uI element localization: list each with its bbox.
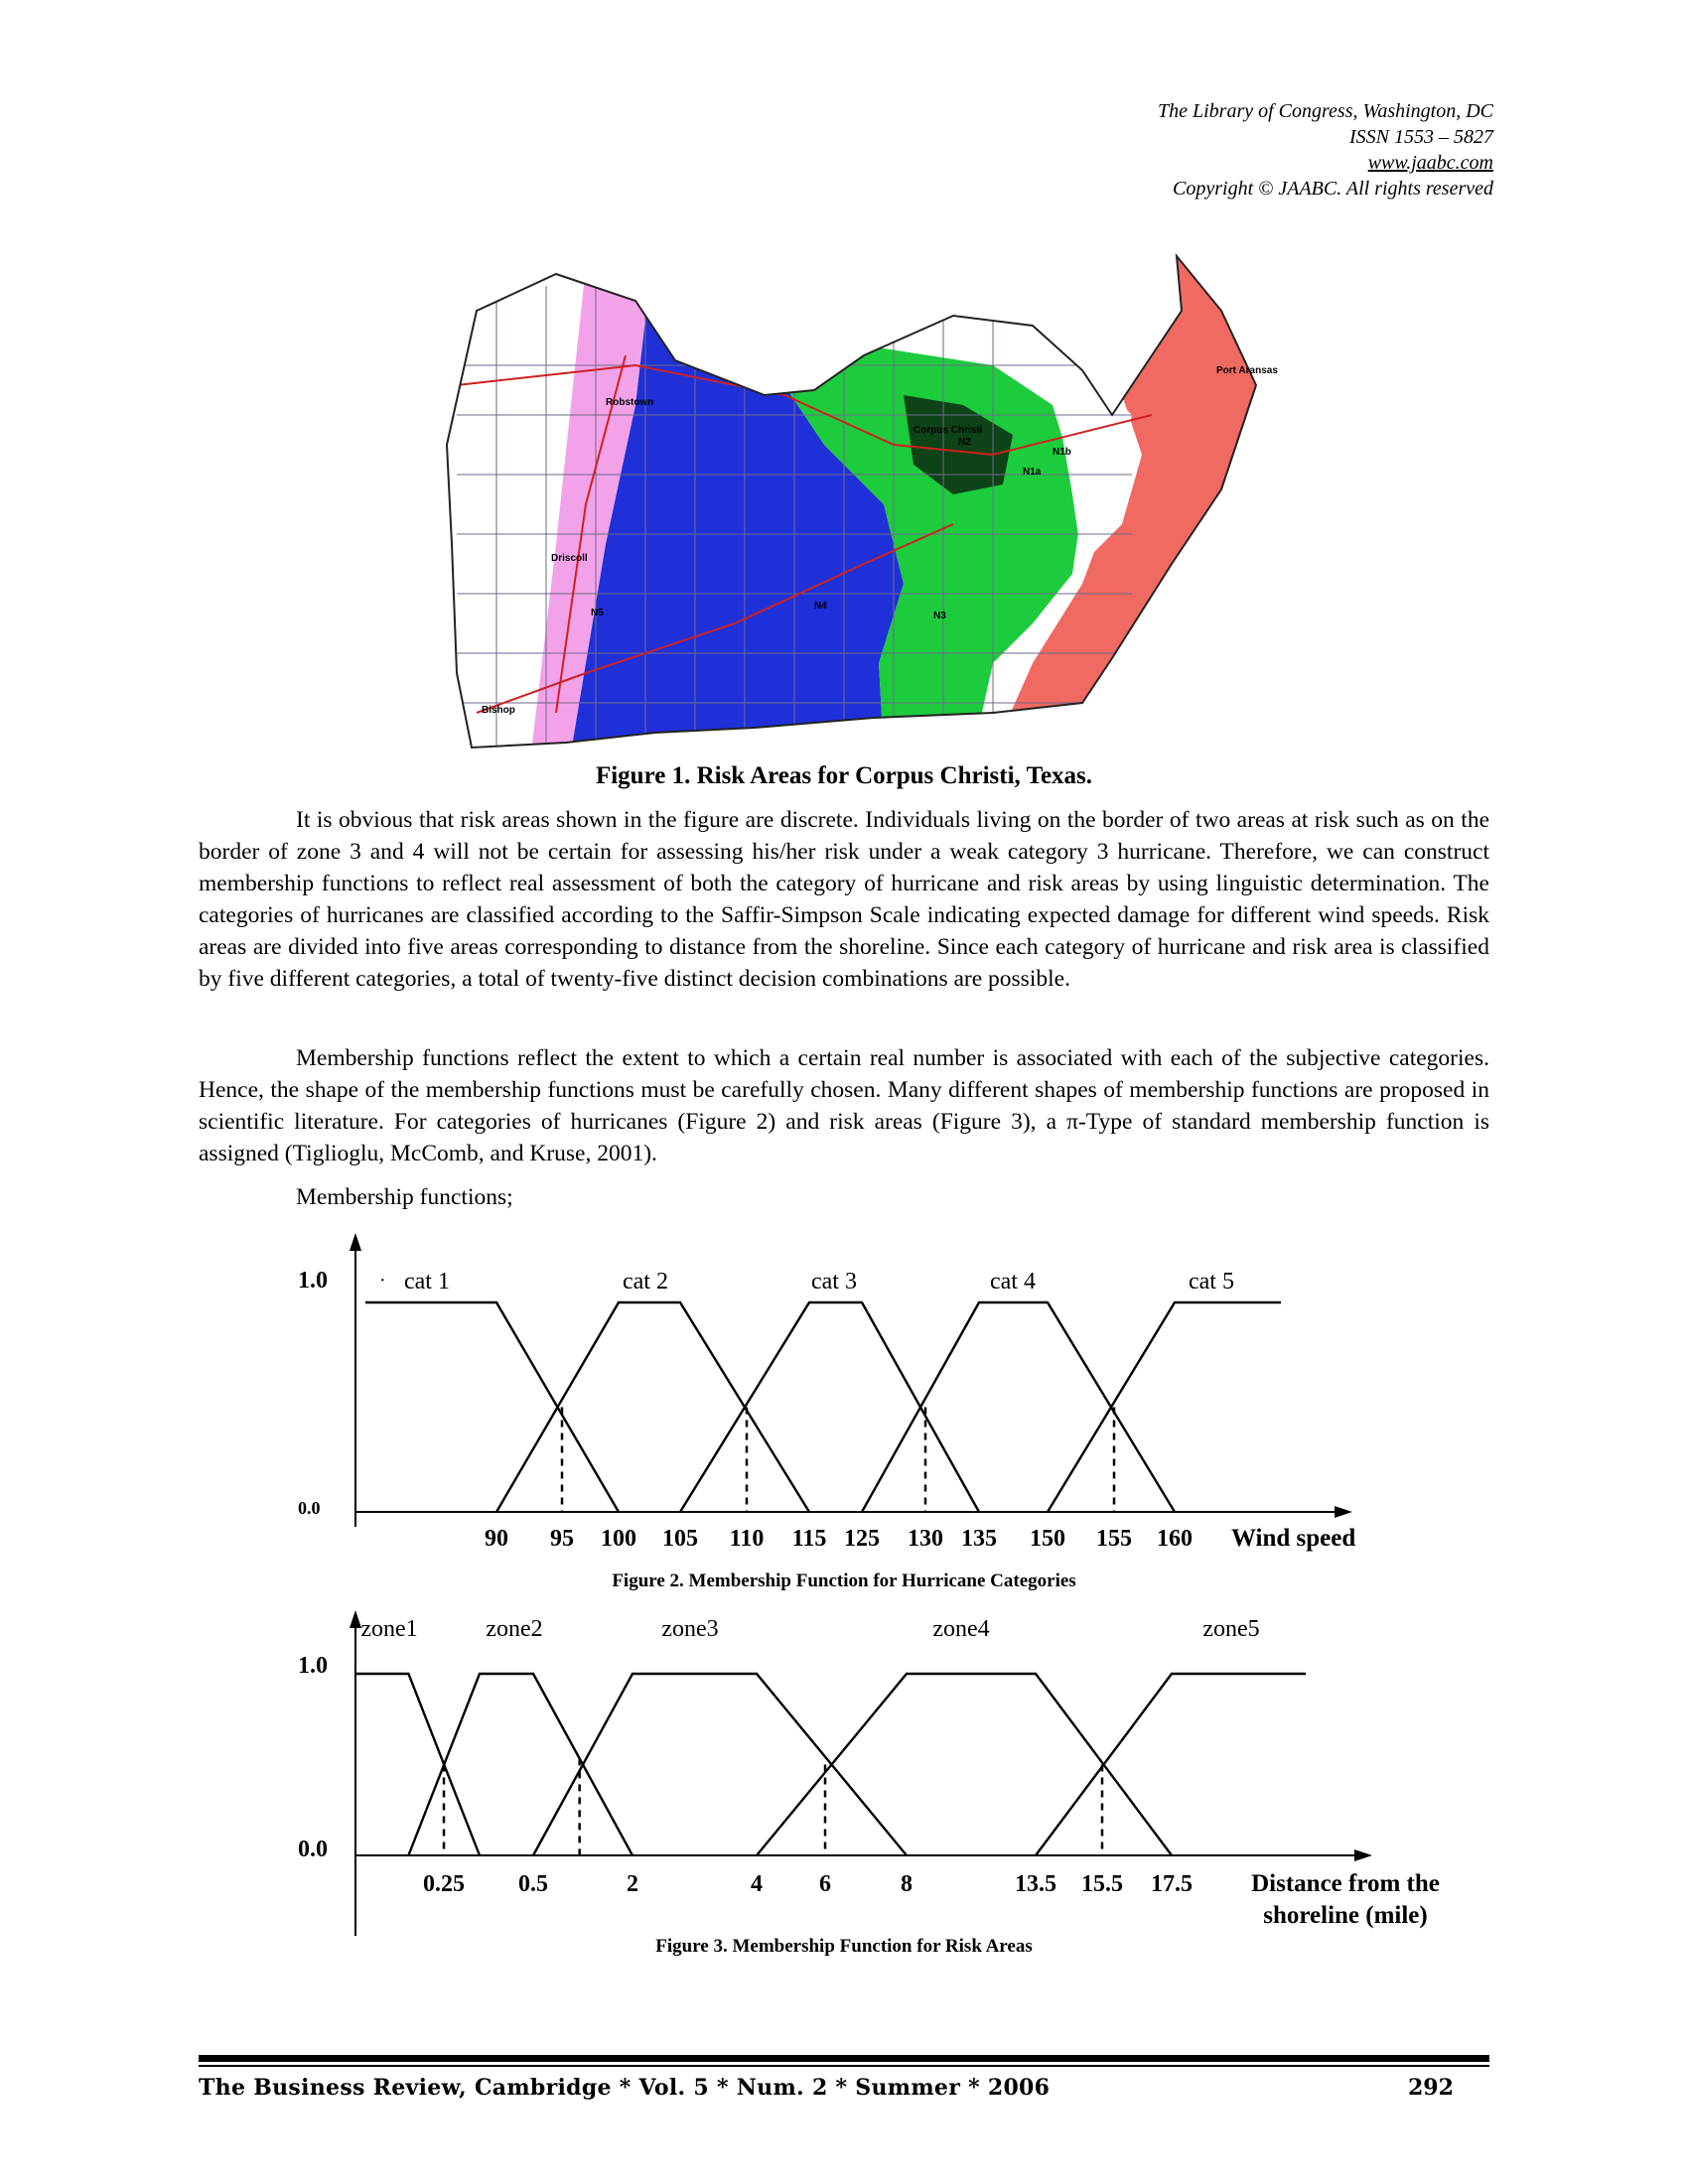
series-line-cat5 xyxy=(1048,1302,1281,1512)
fig2-ytick-0: 0.0 xyxy=(298,1498,321,1518)
page-number: 292 xyxy=(1408,2075,1454,2101)
x-tick-label: 0.5 xyxy=(518,1871,548,1897)
fig2-series-group xyxy=(365,1302,1281,1512)
fig2-crossing-markers xyxy=(562,1408,1114,1513)
x-tick-label: 13.5 xyxy=(1015,1871,1056,1897)
series-label: cat 3 xyxy=(811,1269,857,1295)
fig2-caption: Figure 2. Membership Function for Hurricane Categories xyxy=(612,1570,1076,1591)
map-label-n5: N5 xyxy=(591,608,604,618)
series-label: cat 5 xyxy=(1189,1269,1234,1295)
fig3-x-arrow xyxy=(1354,1849,1372,1861)
series-line-cat4 xyxy=(862,1302,1175,1512)
header-copyright: Copyright © JAABC. All rights reserved xyxy=(1173,178,1493,200)
fig3-ytick-1: 1.0 xyxy=(298,1653,328,1679)
fig3-y-arrow xyxy=(350,1610,361,1628)
map-label-robstown: Robstown xyxy=(606,397,654,408)
paragraph-3: Membership functions; xyxy=(296,1184,513,1210)
fig3-xlabel-line1: Distance from the xyxy=(1251,1870,1440,1897)
fig3-caption: Figure 3. Membership Function for Risk Areas xyxy=(655,1936,1033,1957)
x-tick-label: 125 xyxy=(844,1526,880,1552)
series-line-cat2 xyxy=(496,1302,809,1512)
x-tick-label: 15.5 xyxy=(1081,1871,1123,1897)
map-label-corpus: Corpus Christi xyxy=(914,425,983,436)
map-label-n3: N3 xyxy=(933,611,946,621)
journal-header xyxy=(1158,98,1493,202)
x-tick-label: 150 xyxy=(1030,1526,1065,1552)
x-tick-label: 155 xyxy=(1096,1526,1132,1552)
fig2-x-arrow xyxy=(1335,1506,1352,1518)
series-label: zone3 xyxy=(661,1616,719,1642)
fig2-marker: · xyxy=(379,1270,386,1292)
series-line-zone2 xyxy=(408,1674,633,1855)
map-zones xyxy=(437,246,1281,752)
series-line-zone5 xyxy=(1036,1674,1306,1855)
map-label-n2: N2 xyxy=(958,437,971,448)
x-tick-label: 160 xyxy=(1157,1526,1193,1552)
map-label-n4: N4 xyxy=(814,601,827,612)
series-line-cat3 xyxy=(680,1302,979,1512)
x-tick-label: 2 xyxy=(627,1871,638,1897)
x-tick-label: 110 xyxy=(729,1526,765,1552)
x-tick-label: 115 xyxy=(791,1526,827,1552)
footer-journal: The Business Review, Cambridge * Vol. 5 * Num. 2 * Summer * 2006 xyxy=(199,2075,1051,2101)
series-line-zone1 xyxy=(355,1674,480,1855)
x-tick-label: 105 xyxy=(662,1526,698,1552)
series-label: zone2 xyxy=(486,1616,543,1642)
x-tick-label: 4 xyxy=(751,1871,763,1897)
paragraph-1: It is obvious that risk areas shown in the figure are discrete. Individuals living on the border of two areas at risk such as on the border of zone 3 and 4 will not be certain for assessing his/her risk under a weak category 3 hurricane. Therefore, we can construct membership functions to reflect real assessment of both the category of hurricane and risk areas by using linguistic determination. The categories of hurricanes are classified according to the Saffir-Simpson Scale indicating expected damage for different wind speeds. Risk areas are divided into five areas corresponding to distance from the shoreline. Since each category of hurricane and risk area is classified by five different categories, a total of twenty-five distinct decision combinations are possible. xyxy=(199,807,1489,992)
header-website-link[interactable]: www.jaabc.com xyxy=(1367,152,1493,174)
fig3-x-ticks xyxy=(423,1871,1193,1897)
figure2-chart xyxy=(0,1221,1688,1598)
series-label: zone5 xyxy=(1202,1616,1260,1642)
footer-rule-thick xyxy=(199,2055,1489,2062)
risk-area-map xyxy=(437,246,1281,752)
x-tick-label: 90 xyxy=(485,1526,508,1552)
x-tick-label: 0.25 xyxy=(423,1871,465,1897)
map-label-n1a: N1a xyxy=(1023,467,1042,478)
x-tick-label: 135 xyxy=(961,1526,997,1552)
fig3-xlabel-line2: shoreline (mile) xyxy=(1263,1902,1428,1929)
series-label: cat 2 xyxy=(623,1269,668,1295)
fig3-series-labels xyxy=(360,1616,1259,1642)
fig3-ytick-0: 0.0 xyxy=(298,1837,328,1862)
fig2-xlabel: Wind speed xyxy=(1231,1525,1356,1552)
series-line-zone4 xyxy=(757,1674,1172,1855)
footer-rule-thin xyxy=(199,2065,1489,2067)
figure2 xyxy=(0,1221,1688,1598)
series-label: cat 4 xyxy=(990,1269,1036,1295)
figure1-caption: Figure 1. Risk Areas for Corpus Christi, Texas. xyxy=(595,762,1093,789)
map-label-bishop: Bishop xyxy=(482,705,515,716)
paragraph-2: Membership functions reflect the extent to which a certain real number is associated with each of the subjective categories. Hence, the shape of the membership functions must be carefully chosen. Many different shapes of membership functions are proposed in scientific literature. For categories of hurricanes (Figure 2) and risk areas (Figure 3), a π-Type of standard membership function is assigned (Tiglioglu, McComb, and Kruse, 2001). xyxy=(199,1045,1489,1166)
fig2-series-labels xyxy=(404,1269,1234,1295)
x-tick-label: 130 xyxy=(908,1526,943,1552)
fig3-series-group xyxy=(355,1674,1306,1855)
figure3-chart xyxy=(0,1598,1688,1976)
series-line-cat1 xyxy=(365,1302,619,1512)
map-label-driscoll: Driscoll xyxy=(551,553,588,564)
fig2-y-arrow xyxy=(350,1233,361,1251)
series-label: zone4 xyxy=(932,1616,990,1642)
header-library: The Library of Congress, Washington, DC xyxy=(1157,100,1493,122)
series-label: cat 1 xyxy=(404,1269,450,1295)
series-label: zone1 xyxy=(360,1616,418,1642)
header-issn: ISSN 1553 – 5827 xyxy=(1349,126,1493,148)
fig3-crossing-markers xyxy=(444,1758,1102,1855)
x-tick-label: 6 xyxy=(819,1871,831,1897)
fig2-x-ticks xyxy=(485,1526,1193,1552)
map-label-port: Port Aransas xyxy=(1216,365,1278,376)
figure3 xyxy=(0,1598,1688,1976)
map-label-n1b: N1b xyxy=(1053,447,1071,458)
fig2-ytick-1: 1.0 xyxy=(298,1268,328,1294)
x-tick-label: 17.5 xyxy=(1151,1871,1193,1897)
series-line-zone3 xyxy=(533,1674,907,1855)
x-tick-label: 100 xyxy=(601,1526,636,1552)
x-tick-label: 8 xyxy=(901,1871,913,1897)
x-tick-label: 95 xyxy=(550,1526,574,1552)
